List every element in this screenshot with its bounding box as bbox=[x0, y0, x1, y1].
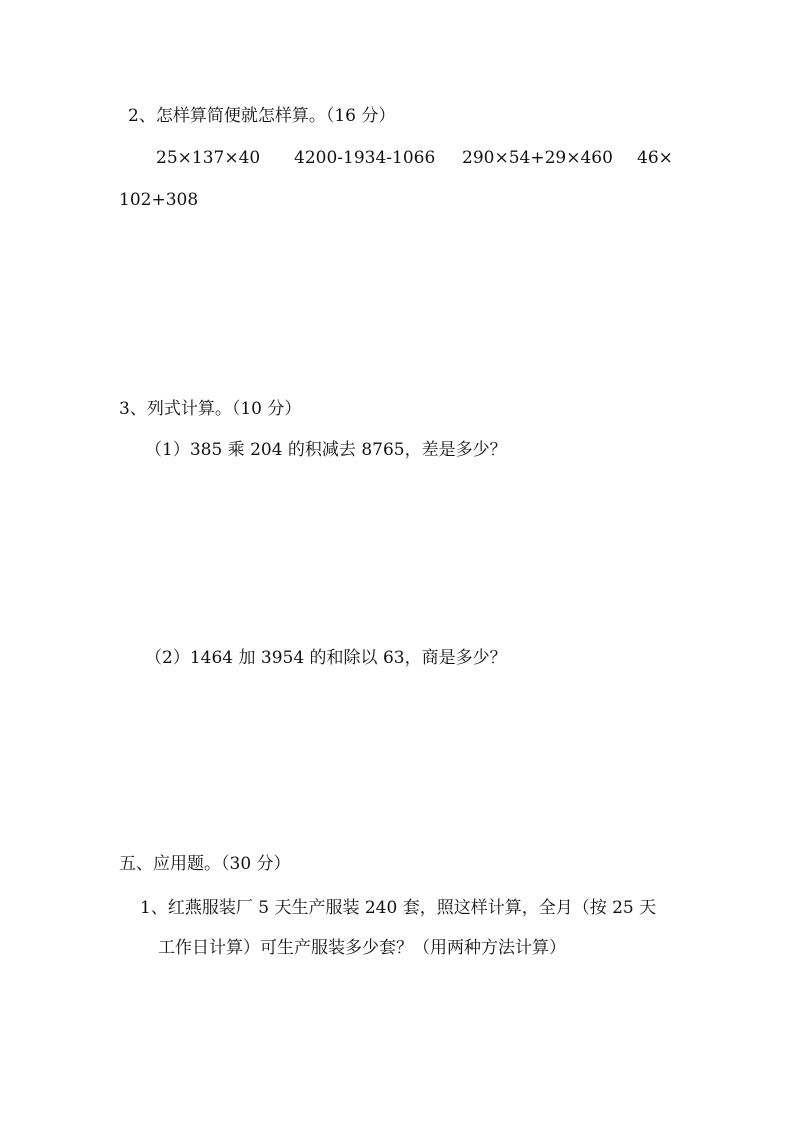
section-5-question-1-line-2: 工作日计算）可生产服装多少套？（用两种方法计算） bbox=[158, 938, 566, 958]
expression-3: 290×54+29×460 bbox=[462, 148, 613, 168]
expression-4-part-2: 102+308 bbox=[119, 190, 199, 210]
section-2-title: 2、怎样算简便就怎样算。（16 分） bbox=[128, 106, 396, 126]
expression-1: 25×137×40 bbox=[156, 148, 261, 168]
section-5-title: 五、应用题。（30 分） bbox=[119, 854, 291, 874]
section-3-title: 3、列式计算。（10 分） bbox=[119, 399, 302, 419]
expression-4-part-1: 46× bbox=[637, 148, 673, 168]
expression-2: 4200-1934-1066 bbox=[294, 148, 436, 168]
section-3-question-2: （2）1464 加 3954 的和除以 63，商是多少？ bbox=[145, 648, 507, 668]
section-5-question-1-line-1: 1、红燕服装厂 5 天生产服装 240 套，照这样计算，全月（按 25 天 bbox=[140, 898, 657, 918]
section-3-question-1: （1）385 乘 204 的积减去 8765，差是多少？ bbox=[145, 440, 507, 460]
